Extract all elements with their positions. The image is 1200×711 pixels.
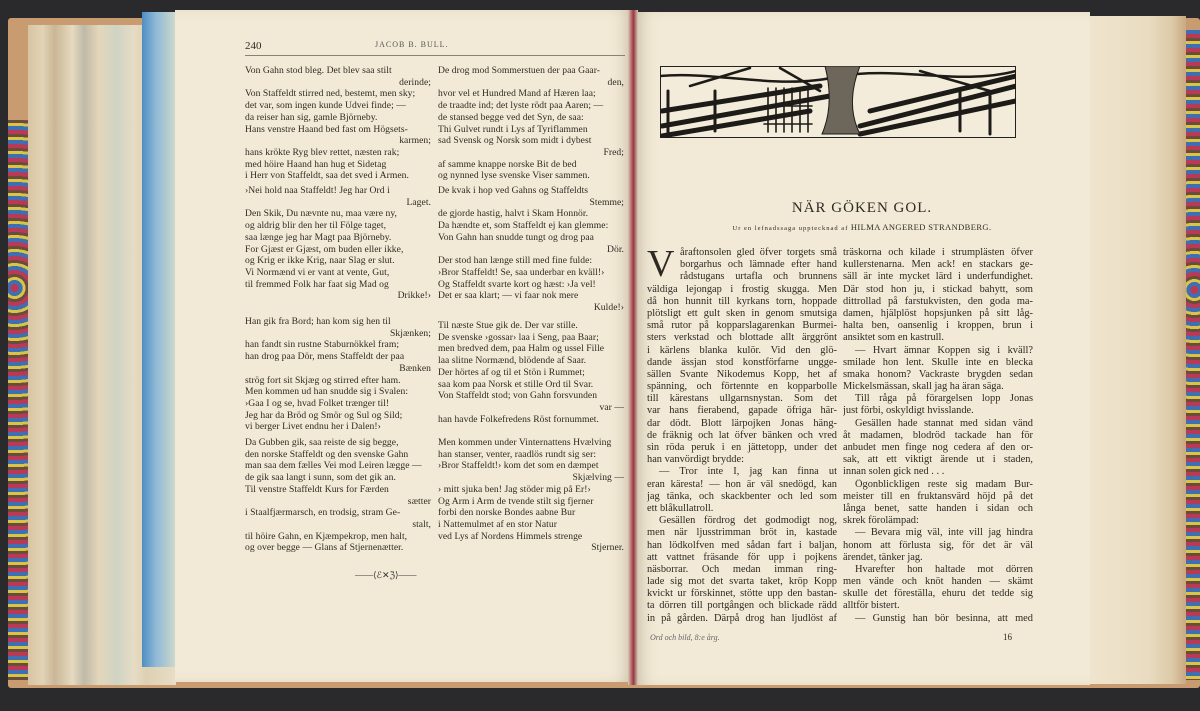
text-line: sters verkstad och blottade allt ärggrönt xyxy=(647,332,837,344)
verse-line: Stjerner. xyxy=(591,542,624,554)
verse-line: de stansed begge ved det Syn, de saa: xyxy=(438,111,584,123)
verse-line: De drog mod Sommerstuen der paa Gaar- xyxy=(438,65,601,76)
text-line: meister till en fruktansvärd höjd på det xyxy=(843,490,1033,502)
verse-line: Dör. xyxy=(607,243,624,255)
verse-line: Drikke!› xyxy=(397,290,431,302)
text-line: ta dörren till portgången och blickade rädd xyxy=(647,600,837,612)
verse-line: sad Svensk og Norsk som midt i dybest xyxy=(438,135,592,147)
text-line: — Bevara mig väl, inte vill jag hindra xyxy=(855,527,1033,539)
verse-line: Von Staffeldt stod; von Gahn forsvunden xyxy=(438,390,598,402)
text-line: — Tror inte I, jag kan finna ut xyxy=(659,466,837,478)
prose-column-1 xyxy=(647,243,837,625)
text-line: damen, hjälplöst hopsjunken på sitt låg- xyxy=(843,307,1033,319)
verse-line: ›Bror Staffeldt!› kom det som en dæmpet xyxy=(438,460,599,472)
verse-line: vi berger Livet endnu her i Dalen!› xyxy=(245,421,381,433)
text-line: ansiktet som en kastrull. xyxy=(843,332,945,344)
verse-line: Skjænken; xyxy=(390,327,431,339)
verse-line: Og Arm i Arm de tvende stilt sig fjerner xyxy=(438,495,594,507)
verse-line: Den Skik, Du nævnte nu, maa være ny, xyxy=(245,208,397,220)
verse-line: i Nattemulmet af en stor Natur xyxy=(438,518,557,530)
header-rule xyxy=(245,55,625,56)
running-head: JACOB B. BULL. xyxy=(375,40,449,49)
text-line: Där stod hon ju, i stickad bahytt, som xyxy=(843,283,1033,295)
text-line: just förbi, oskyldigt hvisslande. xyxy=(843,405,974,417)
text-line: små rutor på kopparslagarenkan Burmei- xyxy=(647,320,837,332)
text-line: Gesällen fördrog det godmodigt nog, xyxy=(659,515,837,527)
verse-line: Kulde!› xyxy=(593,302,624,314)
verse-line: Vi Normænd vi er vant at vente, Gut, xyxy=(245,266,390,278)
text-line: sak, att ett viktigt ärende ut i staden, xyxy=(843,454,1033,466)
text-line: skrek förolämpad: xyxy=(843,515,919,527)
text-line: alltför bistert. xyxy=(843,600,900,612)
verse-line: i Staalfjærmarsch, en trodsig, stram Ge- xyxy=(245,507,401,519)
text-line: honom att förlusta sig, för det är väl xyxy=(843,539,1033,551)
verse-line: og Krig er ikke Krig, naar Slag er slut. xyxy=(245,255,395,267)
text-line: att vattnet fräsande för upp i pojkens xyxy=(647,551,837,563)
stanza xyxy=(438,185,624,314)
subtitle-prefix: Ur en lefnadssaga upptecknad af xyxy=(732,225,849,232)
stanza xyxy=(245,185,431,302)
verse-line: Da Gubben gik, saa reiste de sig begge, xyxy=(245,437,399,448)
verse-line: ›Nei hold naa Staffeldt! Jeg har Ord i xyxy=(245,185,390,196)
verse-line: med höire Haand han hug et Sidetag xyxy=(245,158,387,170)
verse-line: forbi den norske Bondes aabne Bur xyxy=(438,507,576,519)
verse-line: strög fort sit Skjæg og stirred efter ham. xyxy=(245,374,401,386)
verse-line: karmen; xyxy=(399,135,431,147)
author-name: HILMA ANGERED STRANDBERG. xyxy=(850,222,992,232)
verse-line: laa slitne Normænd, blödende af Saar. xyxy=(438,355,587,367)
verse-line: Til næste Stue gik de. Der var stille. xyxy=(438,320,578,331)
verse-line: Hans venstre Haand bed fast om Högsets- xyxy=(245,123,408,135)
text-line: ärendet, tänker jag. xyxy=(843,551,923,563)
verse-line: han stanser, venter, raadlös rundt sig ser: xyxy=(438,448,597,460)
verse-line: og nynned lyse svenske Viser sammen. xyxy=(438,170,590,182)
text-line: Mickelsmässan, skall jag ha äran säga. xyxy=(843,381,1004,393)
verse-line: de gjorde hastig, halvt i Skam Honnör. xyxy=(438,208,589,220)
verse-line: det var, som ingen kunde Udvei finde; — xyxy=(245,100,406,112)
verse-line: ›Gaa I og se, hvad Folket trænger til! xyxy=(245,397,390,409)
text-line: då hon hunnit till kyrkans torn, hoppade xyxy=(647,295,837,307)
text-line: ett blåkullatroll. xyxy=(647,502,714,514)
verse-line: For Gjæst er Gjæst, om buden eller ikke, xyxy=(245,243,404,255)
verse-line: i Herr von Staffeldt, saa det sved i Armen. xyxy=(245,170,409,182)
text-line: dittrollad på farstukvisten, den goda ma- xyxy=(843,295,1033,307)
signature-mark: 16 xyxy=(1003,632,1012,642)
text-line: Gesällen hade stannat med sidan vänd xyxy=(855,417,1033,429)
verse-line: Der hörtes af og til et Stön i Rummet; xyxy=(438,366,585,378)
verse-line: Men kommen under Vinternattens Hvælving xyxy=(438,437,612,448)
text-line: skulle det föreställa, ehuru det tedde sig xyxy=(843,588,1033,600)
article-subtitle xyxy=(634,222,1090,232)
verse-line: da reiser han sig, gamle Björneby. xyxy=(245,111,378,123)
verse-line: Til venstre Staffeldt Kurs for Færden xyxy=(245,483,389,495)
verse-line: han fandt sin rustne Staburnökkel fram; xyxy=(245,339,400,351)
text-line: men vände och knöt handen — skämt xyxy=(843,576,1033,588)
header-illustration xyxy=(660,66,1016,138)
text-line: eran käresta! — hon är väl snedögd, kan xyxy=(647,478,837,490)
text-line: åraftonsolen gled öfver torgets små xyxy=(680,247,837,258)
marbled-endpaper-left xyxy=(8,120,30,680)
verse-line: han drog paa Dör, mens Staffeldt der paa xyxy=(245,351,405,363)
text-line: sällen Svante Nikodemus Kopp, het af xyxy=(647,368,837,380)
text-line: han lödkolfven med sådan fart i baljan, xyxy=(647,539,837,551)
verse-line: og aldrig blir den her til Fölge taget, xyxy=(245,220,387,232)
text-line: smaka honom? Vackraste brygden sedan xyxy=(843,368,1033,380)
text-line: Ögonblickligen reste sig madam Bur- xyxy=(855,478,1033,490)
verse-line: Men kommen ud han snudde sig i Svalen: xyxy=(245,386,409,398)
verse-line: sætter xyxy=(407,495,431,507)
article-title: NÄR GÖKEN GOL. xyxy=(791,200,933,216)
text-line: åt madamen, blodröd tackade han för xyxy=(843,429,1033,441)
verse-line: til fremmed Folk har faat sig Mad og xyxy=(245,278,389,290)
verse-line: de traadte ind; det lyste rödt paa Aaren; — xyxy=(438,100,604,112)
text-line: innan solen gick ned . . . xyxy=(843,466,945,478)
text-line: han vanvördigt brydde: xyxy=(647,454,744,466)
verse-line: ›Bror Staffeldt! Se, saa underbar en kväll!› xyxy=(438,266,605,278)
verse-line: han havde Folkefredens Röst fornummet. xyxy=(438,413,599,425)
verse-line: Skjælving — xyxy=(572,472,624,484)
text-line: in på gården. Därpå drog han ljudlöst af xyxy=(647,612,837,624)
verse-line: Jeg har da Bröd og Smör og Sul og Sild; xyxy=(245,409,403,421)
text-line: var hans fierabend, gapade öfriga här- xyxy=(647,405,837,417)
verse-line: Da hændte et, som Staffeldt ej kan glemme: xyxy=(438,220,609,232)
page-stack-right xyxy=(1090,16,1186,684)
text-line: plötsligt ett gult sken in genom smutsiga xyxy=(647,307,837,319)
ornament-divider: ——⟨ℰ✕ℨ⟩—— xyxy=(355,570,417,580)
stanza xyxy=(245,65,431,182)
verse-line: derinde; xyxy=(399,76,431,88)
verse-line: De kvak i hop ved Gahns og Staffeldts xyxy=(438,185,589,196)
verse-line: Han gik fra Bord; han kom sig hen til xyxy=(245,316,391,327)
text-line: säll är inte mycket lärd i underfundighet. xyxy=(843,271,1033,283)
page-number: 240 xyxy=(245,40,262,52)
text-line: sin röda peruk i en jättetopp, under det xyxy=(647,442,837,453)
marbled-endpaper-right xyxy=(1186,30,1200,680)
verse-line: › mitt sjuka ben! Jag stöder mig på Er!› xyxy=(438,483,591,495)
verse-line: man saa dem fælles Vei mod Leiren lægge — xyxy=(245,460,422,472)
text-line: dar dödt. Blott lärpojken Jonas häng- xyxy=(647,417,837,429)
text-line: halta ben, oansenlig i kroppen, brun i xyxy=(843,320,1033,332)
verse-line: ved Lys af Nordens Himmels strenge xyxy=(438,530,583,542)
verse-line: til höire Gahn, en Kjæmpekrop, men halt, xyxy=(245,530,408,542)
verse-line: Det er saa klart; — vi faar nok mere xyxy=(438,290,579,302)
text-line: väldiga lejongap i frostig skugga. Men xyxy=(647,283,837,295)
verse-line: hans krökte Ryg blev rettet, næsten rak; xyxy=(245,146,400,158)
text-line: träskorna och kilade i strumplästen öfver xyxy=(843,247,1033,258)
verse-line: saa kom paa Norsk et stille Ord til Svar. xyxy=(438,378,594,390)
verse-line: var — xyxy=(599,401,624,413)
text-line: de fräknig och lat öfver bänken och vred xyxy=(647,429,837,441)
verse-line: Von Gahn stod bleg. Det blev saa stilt xyxy=(245,65,392,76)
verse-line: Fred; xyxy=(603,146,624,158)
text-line: lade sig mot det svarta taket, kröp Kopp xyxy=(647,576,837,588)
blue-endpaper xyxy=(142,12,177,667)
prose-column-2 xyxy=(843,247,1033,625)
text-line: kullerstenarna. Men ack! en stackars ge- xyxy=(843,259,1033,271)
text-line: dande ässjan stod konstförfarne ungge- xyxy=(647,356,837,368)
verse-line: hvor vel et Hundred Mand af Hæren laa; xyxy=(438,88,596,100)
verse-line: Og Staffeldt svarte kort og hæst: ›Ja vel! xyxy=(438,278,596,290)
text-line: till kärestans ullgarnsnystan. Som det xyxy=(647,393,837,405)
text-line: spänning, och förtennte en kopparbolle xyxy=(647,381,837,393)
stanza xyxy=(245,316,431,433)
verse-line: Von Gahn han snudde tungt og drog paa xyxy=(438,231,594,243)
verse-line: Laget. xyxy=(406,196,431,208)
text-line: — Gunstig han bör besinna, att med xyxy=(855,612,1033,624)
verse-line: Von Staffeldt stirred ned, bestemt, men sky; xyxy=(245,88,416,100)
text-line: rådstugans urtafla och brunnens xyxy=(680,271,837,283)
verse-line: af samme knappe norske Bit de bed xyxy=(438,158,577,170)
text-line: i kärlens blanka kulör. Vid den glö- xyxy=(647,344,837,356)
text-line: näsborrar. Och medan imman ring- xyxy=(647,563,837,575)
verse-line: De svenske ›gossar› laa i Seng, paa Baar; xyxy=(438,331,599,343)
verse-line: Stemme; xyxy=(589,196,624,208)
text-line: jag tänka, och skackbenter och led som xyxy=(647,490,837,502)
stanza xyxy=(438,65,624,182)
footer-source: Ord och bild, 8:e årg. xyxy=(650,633,720,642)
stanza xyxy=(245,437,431,554)
verse-line: de gik saa langt i sunn, som det gik an. xyxy=(245,472,396,484)
text-line: Till råga på förargelsen lopp Jonas xyxy=(855,393,1033,405)
verse-line: Thi Gulvet rundt i Lys af Tyriflammen xyxy=(438,123,588,135)
stanza xyxy=(438,320,624,425)
text-line: — Hvart ämnar Koppen sig i kväll? xyxy=(855,344,1033,356)
drop-cap: V xyxy=(647,243,675,285)
text-line: Hvarefter hon haltade mot dörren xyxy=(855,563,1033,575)
verse-line: men bredved dem, paa Halm og ussel Fille xyxy=(438,343,605,355)
text-line: långa benet, satte handen i sidan och xyxy=(843,502,1033,514)
text-line: men när ljusstrimman bröt in, kastade xyxy=(647,527,837,539)
verse-line: saa længe jeg har Magt paa Björneby. xyxy=(245,231,392,243)
text-line: borgarhus och lämnade efter hand xyxy=(680,259,837,271)
verse-line: Bænken xyxy=(399,362,431,374)
verse-line: og over begge — Glans af Stjernenætter. xyxy=(245,542,404,554)
text-line: kvickt ur förskinnet, stötte upp den bastan- xyxy=(647,588,837,600)
text-line: smilade hon lent. Skulle inte en blecka xyxy=(843,356,1033,368)
book-spine xyxy=(628,10,638,685)
verse-line: den norske Staffeldt og den svenske Gahn xyxy=(245,448,409,460)
stanza xyxy=(438,437,624,554)
verse-line: stalt, xyxy=(412,518,431,530)
text-line: anbudet men finge nog cedera af den or- xyxy=(843,442,1033,453)
verse-line: den, xyxy=(607,76,624,88)
verse-line: Der stod han længe still med fine fulde: xyxy=(438,255,593,267)
